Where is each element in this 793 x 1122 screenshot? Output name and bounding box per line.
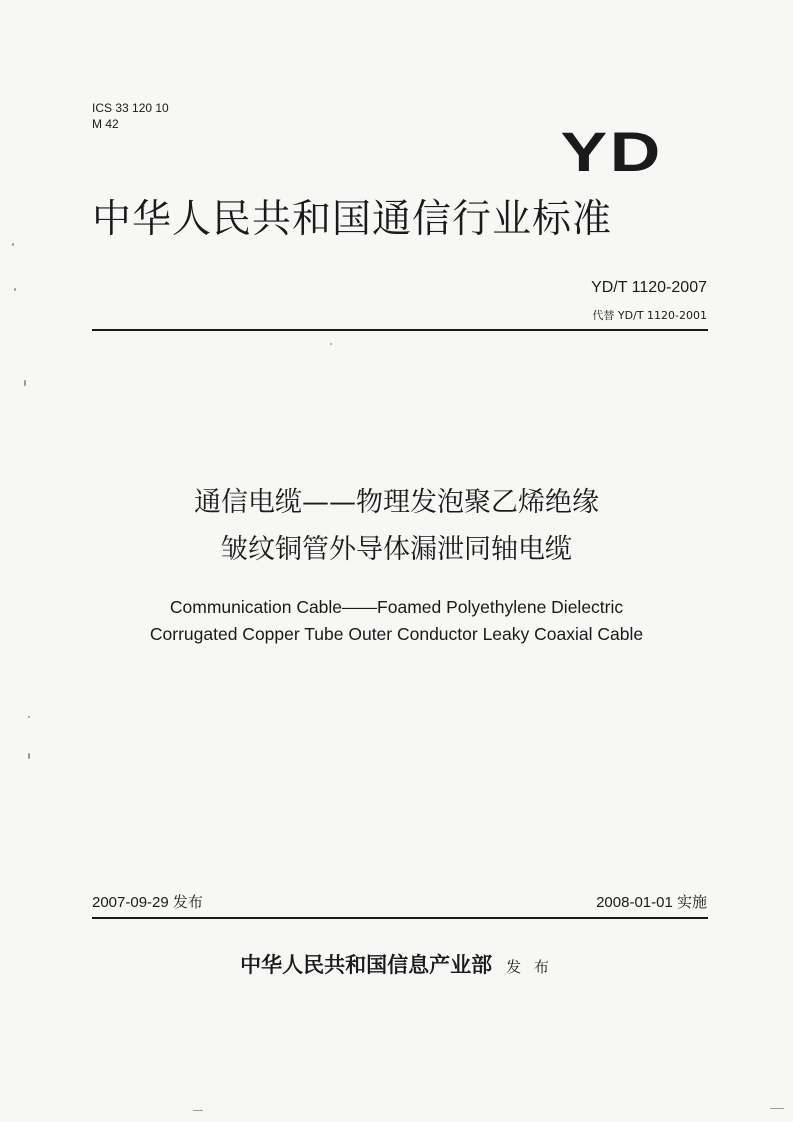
classification-codes [92,100,169,132]
scan-speck [28,716,30,718]
scan-speck [28,753,30,759]
ccs-code: M 42 [92,117,119,131]
scan-speck [193,1110,203,1111]
document-title-cn-line1: 通信电缆——物理发泡聚乙烯绝缘 [194,487,599,518]
scan-speck [770,1108,784,1109]
publisher-action: 发 布 [506,958,553,976]
scan-speck [12,243,14,246]
publisher-line [0,950,793,982]
document-title-cn-line2: 皱纹铜管外导体漏泄同轴电缆 [221,534,572,565]
replaces-standard: 代替 YD/T 1120-2001 [592,309,707,322]
standard-type-heading: 中华人民共和国通信行业标准 [92,197,613,242]
standard-number: YD/T 1120-2007 [591,279,707,296]
issue-date: 2007-09-29 发布 [92,894,203,911]
ics-code: ICS 33 120 10 [92,101,169,115]
publisher-name: 中华人民共和国信息产业部 [240,952,493,977]
document-title-en-line2: Corrugated Copper Tube Outer Conductor Leaky Coaxial Cable [149,624,644,644]
document-title-en-line1: Communication Cable——Foamed Polyethylene Dielectric [169,597,624,617]
bottom-divider [92,917,708,919]
top-divider [92,329,708,331]
scan-speck [14,288,16,291]
yd-logo: YD [560,120,663,183]
scan-speck [24,380,26,386]
implementation-date: 2008-01-01 实施 [596,894,707,911]
scan-speck [330,343,332,345]
